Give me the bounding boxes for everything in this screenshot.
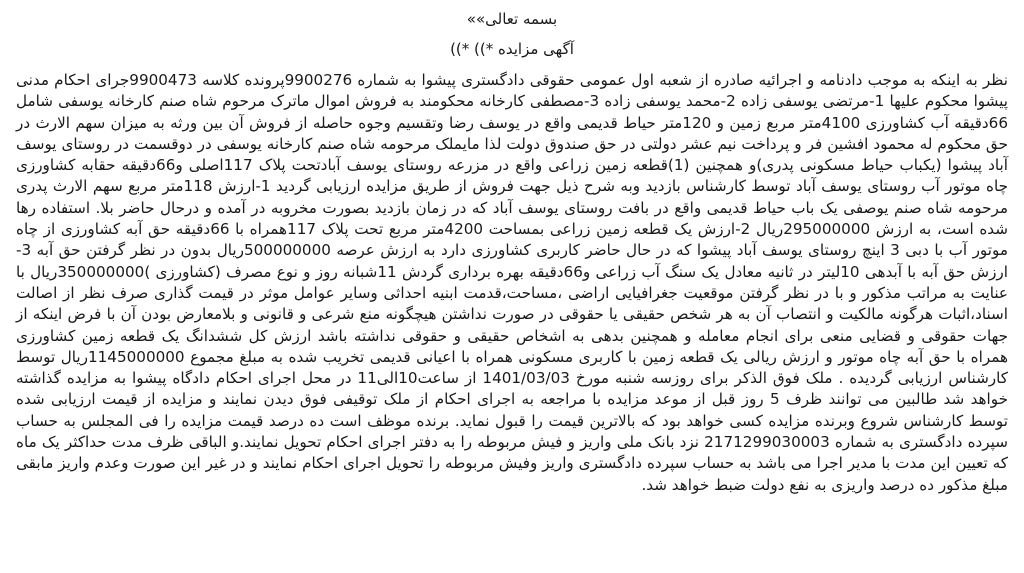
- notice-title: آگهی مزایده *)) *)): [450, 40, 574, 58]
- bismillah-heading: بسمه تعالی»»: [466, 10, 558, 28]
- notice-body-paragraph: نظر به اینکه به موجب دادنامه و اجرائیه صادره از شعبه اول عمومی حقوقی دادگستری پیشوا به شماره 9900276پرونده کلاسه 9900473جرای احکام مدنی پیشوا محکوم علیها 1-مرتضی یوسفی زاده 2-محمد یوسفی زاده 3-مصطفی کارخانه محکومند به فروش اموال ماترک مرحوم شاه صنم کارخانه یوسفی شامل 66دقیقه آب کشاورزی 4100متر مربع زمین و 120متر حیاط قدیمی واقع در یوسف رضا وتقسیم وجوه حاصله از فروش آن بین ورثه به میزان سهم الارث در حق محکوم له محمود افشین فر و پرداخت نیم عشر دولتی در حق صندوق دولت لذا مایملک مرحومه شاه صنم کارخانه یوسفی در دوقسمت در روستای یوسف آباد پیشوا (یکباب حیاط مسکونی پدری)و همچنین (1)قطعه زمین زراعی واقع در مزرعه روستای یوسف آبادتحت پلاک 117اصلی و66دقیقه حقابه کشاورزی چاه موتور آب روستای یوسف آباد توسط کارشناس بازدید وبه شرح ذیل جهت فروش از طریق مزایده ارزیابی گردید 1-ارزش 118متر مربع سهم الارث پدری مرحومه شاه صنم یوصفی یک باب حیاط قدیمی واقع در بافت روستای یوسف آباد که در زمان بازدید بصورت مخروبه در آمده و درحال حاضر بلا. استفاده رها شده است، به ارزش 295000000ریال 2-ارزش یک قطعه زمین زراعی بمساحت 4200متر مربع تحت پلاک 117همراه با 66دقیقه حق آبه کشاورزی از چاه موتور آب با دبی 3 اینچ روستای یوسف آباد پیشوا که در حال حاضر کاربری کشاورزی دارد به ارزش عرصه 500000000ریال بدون در نظر گرفتن حق آبه 3-ارزش حق آبه با آبدهی 10لیتر در ثانیه معادل یک سنگ آب زراعی و66دقیقه بهره برداری گردش 11شبانه روز و نوع مصرف (کشاورزی )350000000ریال با عنایت به مراتب مذکور و با در نظر گرفتن موقعیت جغرافیایی اراضی ،مساحت،قدمت ابنیه احداثی وسایر عوامل موثر در قیمت گذاری صرف نظر از اصالت اسناد،اثبات هرگونه مالکیت و انتصاب آن به هر شخص حقیقی یا حقوقی در صورت نداشتن هیچگونه منع شرعی و قانونی و بلامعارض بودن آن با فرض اینکه از جهات حقوقی و قضایی منعی برای انجام معامله و همچنین بدهی به اشخاص حقیقی و حقوقی نداشته باشد ارزش کل ششدانگ یک قطعه زمین کشاورزی همراه با حق آبه چاه موتور و ارزش ریالی یک قطعه زمین با کاربری مسکونی همراه با اعیانی قدیمی تخریب شده به مبلغ مجموع 1145000000ریال توسط کارشناس ارزیابی گردیده . ملک فوق الذکر برای روزسه شنبه مورخ 1401/03/03 از ساعت10الی11 در محل اجرای احکام دادگاه پیشوا به مزایده گذاشته خواهد شد طالبین می توانند ظرف 5 روز قبل از موعد مزایده با مراجعه به اجرای احکام از ملک توقیفی فوق دیدن نمایند و مزایده از قیمت ارزیابی شده توسط کارشناس شروع وبرنده مزایده کسی خواهد بود که بالاترین قیمت را قبول نماید. برنده موظف است ده درصد قیمت مزایده را فی المجلس به حساب سپرده دادگستری به شماره 2171299030003 نزد بانک ملی واریز و فیش مربوطه را به دفتر اجرای احکام تحویل نمایند.و الباقی ظرف مدت حداکثر یک ماه که تعیین این مدت با مدیر اجرا می باشد به حساب سپرده دادگستری واریز وفیش مربوطه را تحویل اجرای احکام نمایند و در غیر این صورت وعدم واریز مابقی مبلغ مذکور ده درصد واریزی به نفع دولت ضبط خواهد شد.: [16, 71, 1009, 494]
